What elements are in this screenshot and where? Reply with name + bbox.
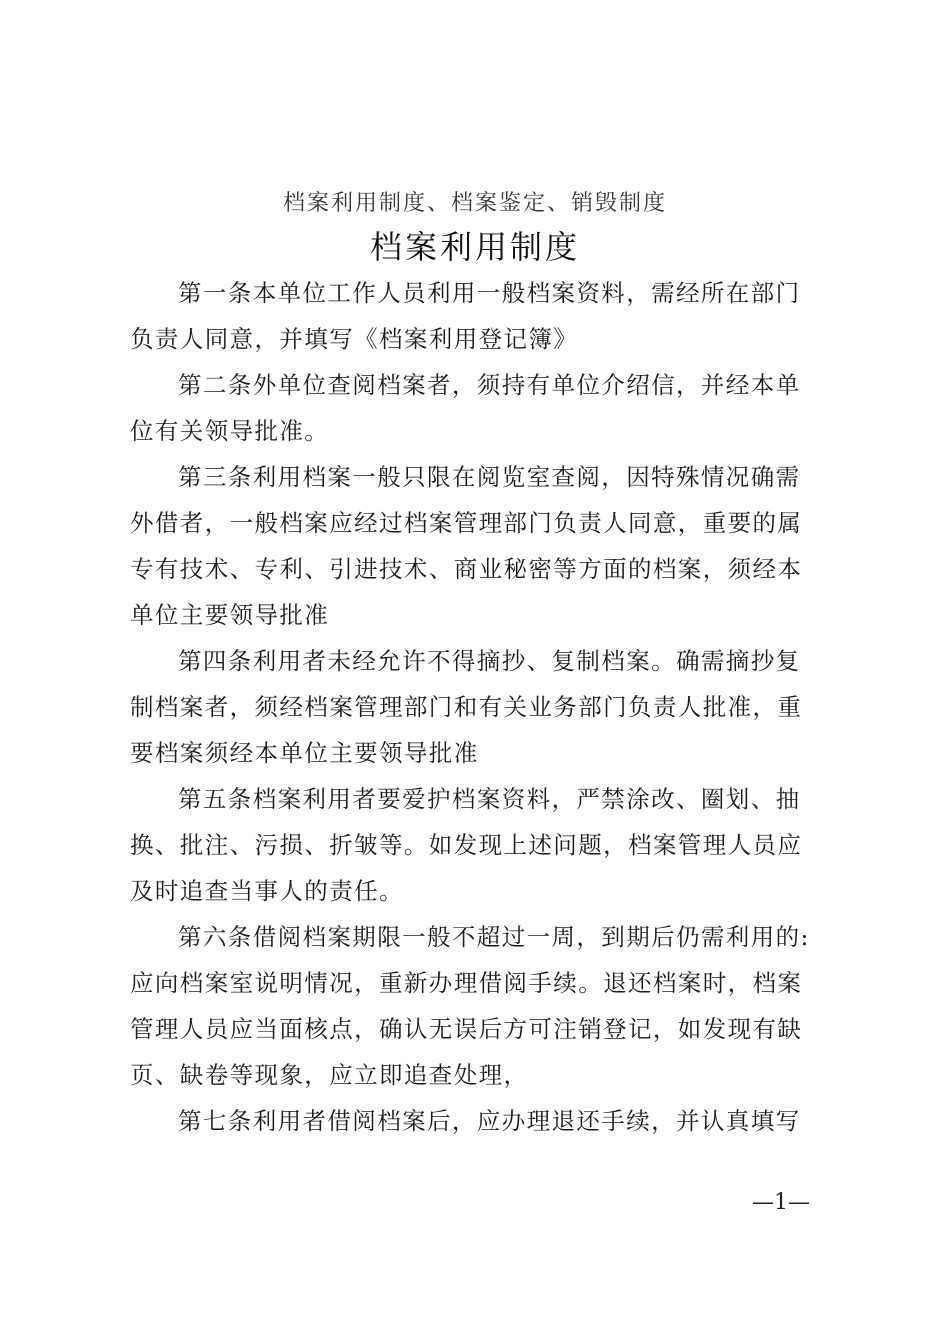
article-6-line-1: 第六条借阅档案期限一般不超过一周，到期后仍需利用的: (178, 923, 810, 951)
article-2-line-2: 位有关领导批准。 (130, 417, 330, 445)
article-4-line-3: 要档案须经本单位主要领导批准 (130, 739, 479, 767)
article-6-line-4: 页、缺卷等现象，应立即追查处理， (130, 1061, 529, 1089)
article-4-line-2: 制档案者，须经档案管理部门和有关业务部门负责人批准，重 (130, 693, 803, 721)
article-1-line-1: 第一条本单位工作人员利用一般档案资料，需经所在部门 (178, 279, 801, 307)
article-6-line-3: 管理人员应当面核点，确认无误后方可注销登记，如发现有缺 (130, 1015, 803, 1043)
document-body (130, 270, 820, 1144)
article-3-line-2: 外借者，一般档案应经过档案管理部门负责人同意，重要的属 (130, 509, 803, 537)
article-5-line-2: 换、批注、污损、折皱等。如发现上述问题，档案管理人员应 (130, 831, 803, 859)
article-2-line-1: 第二条外单位查阅档案者，须持有单位介绍信，并经本单 (178, 371, 801, 399)
article-1-line-2: 负责人同意，并填写《档案利用登记簿》 (130, 325, 579, 353)
article-6-line-2: 应向档案室说明情况，重新办理借阅手续。退还档案时，档案 (130, 969, 803, 997)
article-3-line-3: 专有技术、专利、引进技术、商业秘密等方面的档案，须经本 (130, 555, 803, 583)
article-3-line-4: 单位主要领导批准 (130, 601, 330, 629)
page-number: —1— (752, 1190, 810, 1215)
article-5-line-1: 第五条档案利用者要爱护档案资料，严禁涂改、圈划、抽 (178, 785, 801, 813)
article-7-line-1: 第七条利用者借阅档案后，应办理退还手续，并认真填写 (178, 1107, 801, 1135)
document-header: 档案利用制度、档案鉴定、销毁制度 (282, 191, 667, 216)
article-4-line-1: 第四条利用者未经允许不得摘抄、复制档案。确需摘抄复 (178, 647, 801, 675)
article-3-line-1: 第三条利用档案一般只限在阅览室查阅，因特殊情况确需 (178, 463, 801, 491)
article-5-line-3: 及时追查当事人的责任。 (130, 877, 404, 905)
document-title: 档案利用制度 (369, 228, 580, 266)
